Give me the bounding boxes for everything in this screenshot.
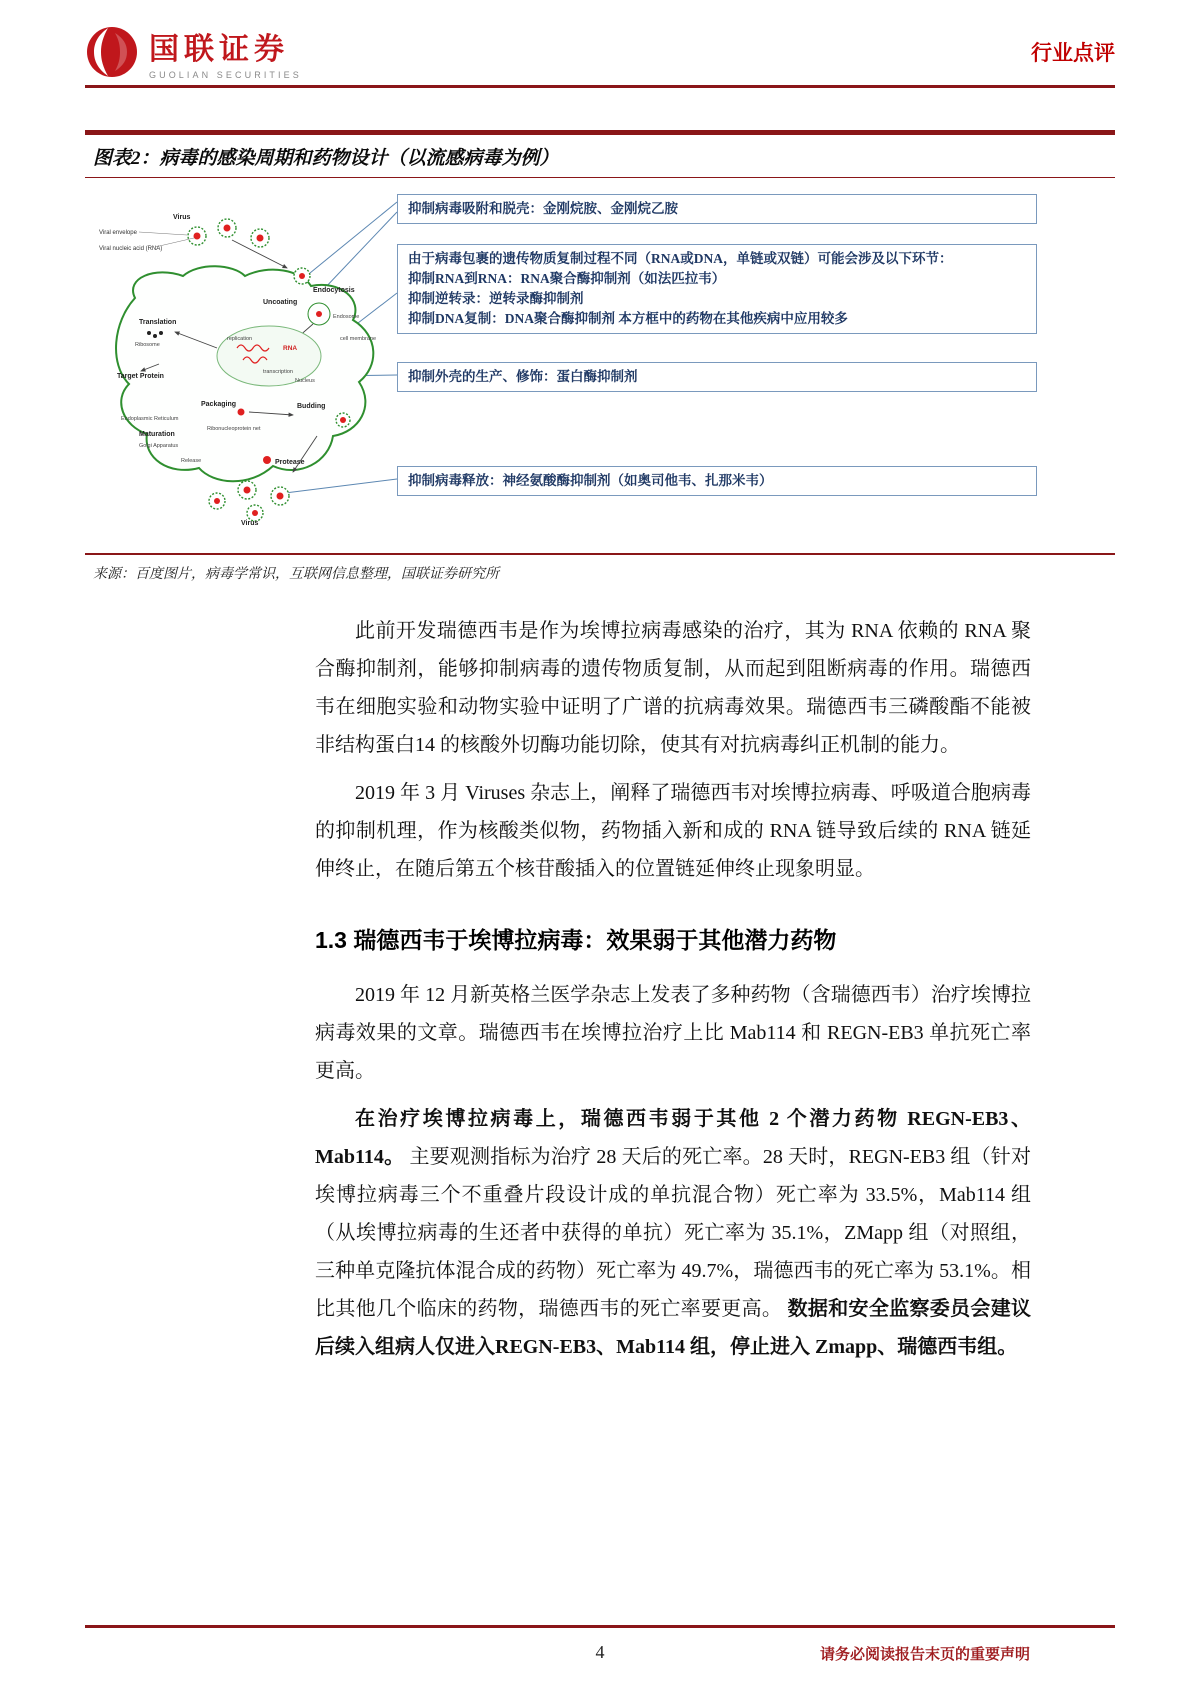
diagram-label-release: Release xyxy=(181,458,202,464)
callout-line: 抑制RNA到RNA：RNA聚合酶抑制剂（如法匹拉韦） xyxy=(408,271,726,286)
diagram-label-protease: Protease xyxy=(275,459,305,466)
paragraph-viruses-journal: 2019 年 3 月 Viruses 杂志上，阐释了瑞德西韦对埃博拉病毒、呼吸道合胞病毒的抑制机理，作为核酸类似物，药物插入新和成的 RNA 链导致后续的 RNA 链延伸终止，在随后第五个核苷酸插入的位置链延伸终止现象明显。 xyxy=(315,782,1031,880)
figure-body xyxy=(85,178,1115,553)
diagram-label-viral-nucleic-acid: Viral nucleic acid (RNA) xyxy=(99,246,163,252)
emphasis-text: 数据和安全监察委员会建议后续入组病人仅进入REGN-EB3、Mab114 组，停止进入 Zmapp、瑞德西韦组。 xyxy=(315,1298,1032,1358)
diagram-label-budding: Budding xyxy=(297,403,326,410)
callout-line: 由于病毒包裹的遗传物质复制过程不同（RNA或DNA，单链或双链）可能会涉及以下环节： xyxy=(408,251,953,266)
diagram-label-virus-top: Virus xyxy=(173,214,191,221)
virus-lifecycle-diagram xyxy=(97,206,397,526)
paragraph-nejm-article: 2019 年 12 月新英格兰医学杂志上发表了多种药物（含瑞德西韦）治疗埃博拉病毒效果的文章。瑞德西韦在埃博拉治疗上比 Mab114 和 REGN-EB3 单抗死亡率更高。 xyxy=(315,984,1031,1082)
diagram-label-translation: Translation xyxy=(139,319,177,326)
brand-text xyxy=(149,24,302,80)
callout-text: 抑制外壳的生产、修饰：蛋白酶抑制剂 xyxy=(408,369,638,384)
diagram-label-transcription: transcription xyxy=(263,369,293,375)
diagram-label-packaging: Packaging xyxy=(201,401,237,408)
figure-source: 来源：百度图片，病毒学常识，互联网信息整理，国联证券研究所 xyxy=(85,553,1115,589)
figure-block xyxy=(85,130,1115,589)
callout-line: 抑制逆转录：逆转录酶抑制剂 xyxy=(408,291,584,306)
paragraph-trial-results xyxy=(315,1100,1031,1366)
figure-title: 图表2：病毒的感染周期和药物设计（以流感病毒为例） xyxy=(85,130,1115,178)
callout-release-inhibitor xyxy=(397,466,1037,496)
footer-disclaimer: 请务必阅读报告末页的重要声明 xyxy=(819,1647,1030,1663)
diagram-label-golgi: Golgi Apparatus xyxy=(139,443,179,449)
callout-line: 抑制DNA复制：DNA聚合酶抑制剂 本方框中的药物在其他疾病中应用较多 xyxy=(408,311,848,326)
diagram-label-rnp-net: Ribonucleoprotein net xyxy=(207,426,261,432)
diagram-label-viral-envelope: Viral envelope xyxy=(99,230,137,236)
guolian-logo-icon xyxy=(85,25,139,79)
callout-protease-inhibitor xyxy=(397,362,1037,392)
diagram-label-target-protein: Target Protein xyxy=(117,373,164,380)
diagram-label-nucleus: Nucleus xyxy=(295,378,315,384)
callout-text: 抑制病毒吸附和脱壳：金刚烷胺、金刚烷乙胺 xyxy=(408,201,678,216)
brand xyxy=(85,24,302,80)
footer xyxy=(85,1625,1115,1668)
diagram-label-cell-membrane: cell membrane xyxy=(340,336,377,342)
diagram-label-er: Endoplasmic Reticulum xyxy=(121,416,179,422)
brand-subtitle: GUOLIAN SECURITIES xyxy=(149,69,302,80)
callout-text: 抑制病毒释放：神经氨酸酶抑制剂（如奥司他韦、扎那米韦） xyxy=(408,473,773,488)
section-heading-1-3: 1.3 瑞德西韦于埃博拉病毒：效果弱于其他潜力药物 xyxy=(315,927,837,953)
callout-genome-replication xyxy=(397,244,1037,334)
page-number: 4 xyxy=(595,1642,605,1662)
header xyxy=(85,24,1115,88)
diagram-label-ribosome: Ribosome xyxy=(135,342,160,348)
report-type-label: 行业点评 xyxy=(1031,41,1115,65)
diagram-label-virus-bottom: Virus xyxy=(241,520,259,526)
brand-name: 国联证券 xyxy=(149,32,289,66)
diagram-label-endocytosis: Endocytosis xyxy=(313,287,355,294)
footer-row xyxy=(85,1642,1115,1668)
report-body xyxy=(315,612,1031,1376)
body-text-segment: 主要观测指标为治疗 28 天后的死亡率。28 天时，REGN-EB3 组（针对埃博拉病毒三个不重叠片段设计成的单抗混合物）死亡率为 33.5%，Mab114 组（从埃博拉病毒的生还者中获得的单抗）死亡率为 35.1%，ZMapp 组（对照组，三种单克隆抗体混合成的药物）死亡率为 49.7%，瑞德西韦的死亡率为 53.1%。相比其他几个临床的药物，瑞德西韦的死亡率要更高。 xyxy=(315,1146,1031,1320)
callout-adsorption-uncoating xyxy=(397,194,1037,224)
diagram-label-rna: RNA xyxy=(283,345,298,352)
diagram-label-uncoating: Uncoating xyxy=(263,299,298,306)
diagram-label-replication: replication xyxy=(227,336,253,342)
emphasis-text: 在治疗埃博拉病毒上，瑞德西韦弱于其他 2 个潜力药物 REGN-EB3、Mab114。 xyxy=(315,1108,1031,1168)
diagram-label-maturation: Maturation xyxy=(139,431,175,438)
diagram-label-endosome: Endosome xyxy=(333,314,360,320)
footer-divider xyxy=(85,1625,1115,1628)
paragraph-remdesivir-mechanism: 此前开发瑞德西韦是作为埃博拉病毒感染的治疗，其为 RNA 依赖的 RNA 聚合酶抑制剂，能够抑制病毒的遗传物质复制，从而起到阻断病毒的作用。瑞德西韦在细胞实验和动物实验中证明了广谱的抗病毒效果。瑞德西韦三磷酸酯不能被非结构蛋白14 的核酸外切酶功能切除，使其有对抗病毒纠正机制的能力。 xyxy=(315,620,1031,756)
